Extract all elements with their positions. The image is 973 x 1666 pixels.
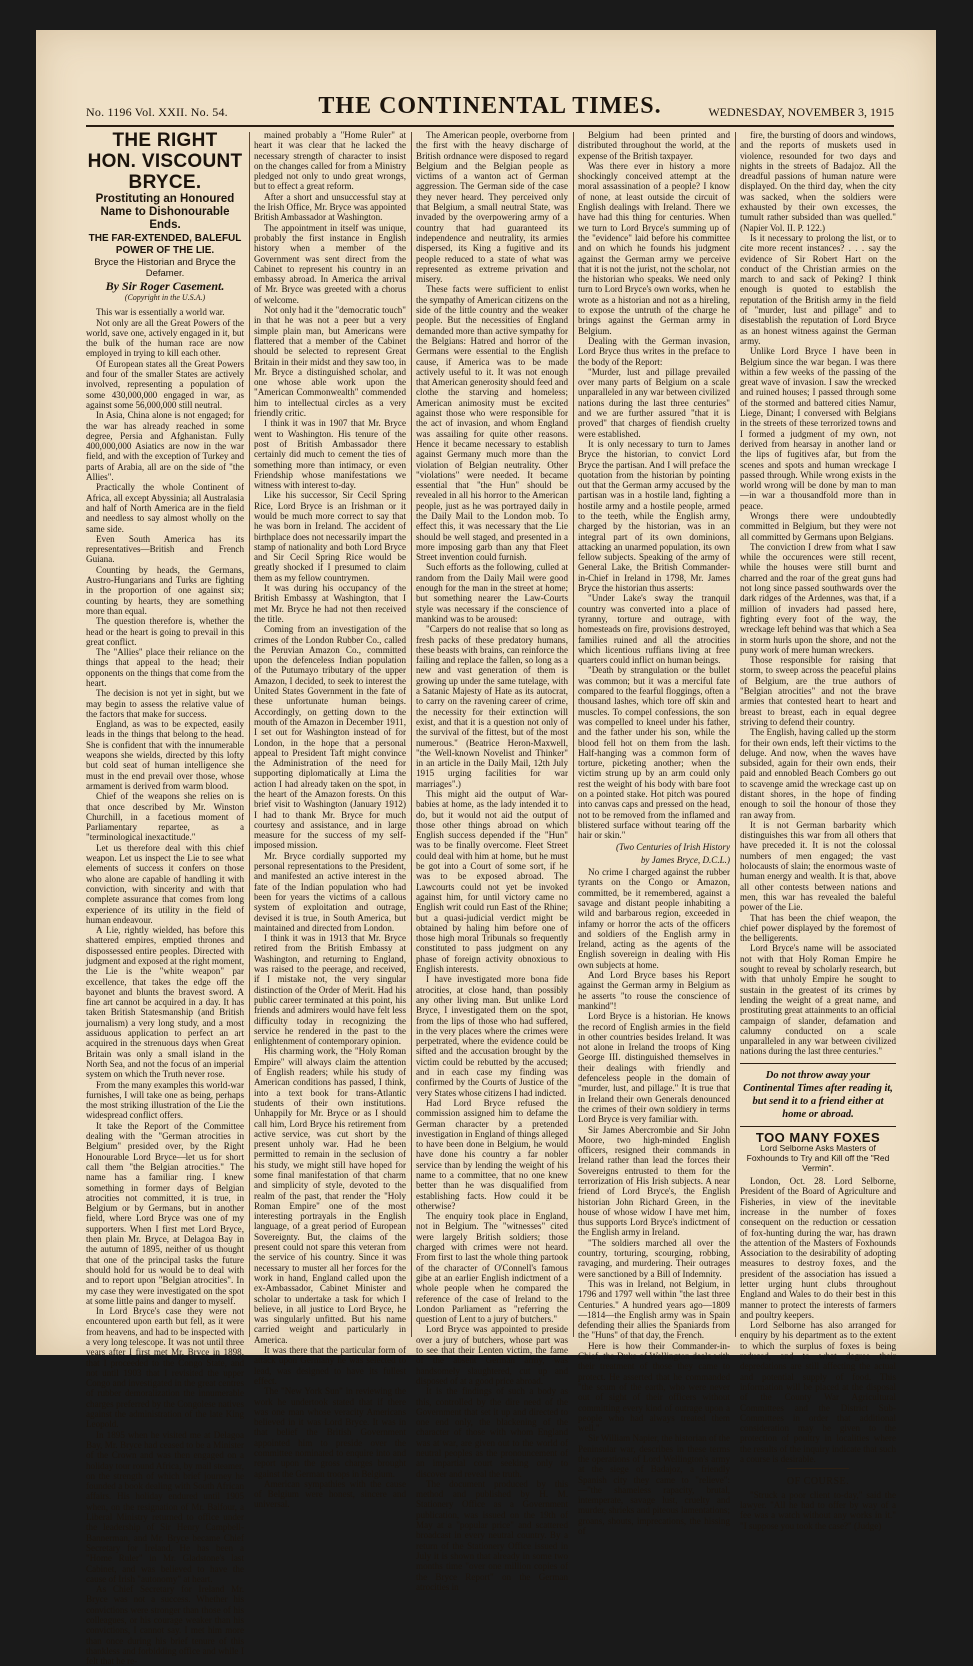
foxes-headline: TOO MANY FOXES: [755, 1129, 881, 1145]
paragraph: Here is how their Commander-in-Chief, the Duke of Wellington deals with their treatment of those they came to protect. He asserted that he commanded "the scum of the earth, who were never out of sight of their officers without committing every kind of outrage upon a people who had always treated them well.": [578, 1340, 730, 1434]
paragraph: It was there that the particular form of attack upon Germany he was selected to lead, was designed to have its fullest effect.: [254, 1345, 406, 1386]
copyright-note: (Copyright in the U.S.A.): [124, 293, 206, 302]
paragraph: England, as was to be expected, easily leads in the things that belong to the head. She is confident that with the innumerable weapons she wields, directed by this lofty but cold seat of human intelligence she must in the end prevail over those, whose armament is derived from warm blood.: [86, 719, 244, 791]
paragraph: This war is essentially a world war.: [96, 307, 225, 318]
paragraph: I have investigated more bona fide atrocities, at close hand, than possibly any other living man. But unlike Lord Bryce, I investigated them on the spot, from the lips of those who had suffered, in the very places where the crimes were perpetrated, where the evidence could be sifted and the accusation brought by the victim could be rebutted by the accused; and in each case my finding was confirmed by the Courts of Justice of the very States whose citizens I had indicted.: [416, 974, 568, 1098]
paragraph: Those responsible for raising that storm, to sweep across the peaceful plains of Belgium, are the true authors of "Belgian atrocities" and not the brave armies that contested heart to heart and breast to breast, each in equal degree striving to defend their country.: [740, 655, 896, 727]
paragraph: The "New York Sun" in reviewing the work he undertook stated that if there was one man whose veracity Americans believed in it was Lord Bryce. It was in that belief the British Government appointed him to preside over the committee nominated to enquire into and report upon the gross charges brought against the German troops in Belgium.: [254, 1386, 406, 1479]
course-text: "Struck a poor client to-day," said the lawyer. "All he had to offer by way of a fee was a watch without any works in it." "I suppose you took the case?" (Judge): [740, 1489, 896, 1531]
paragraph: No crime I charged against the rubber tyrants on the Congo or Amazon, committed, be it remembered, against a savage and distant people inhabiting a wild and barbarous region, exceeded in infamy or horror the acts of the officers and soldiers of the English army in Ireland, acting as the agents of the English sovereign in dealing with His own subjects at home.: [578, 867, 730, 970]
paragraph: Not only had it the "democratic touch" in that he was not a peer but a very simple plain man, but Americans were flattered that a member of the Cabinet should be selected to represent Great Britain in their midst and they saw too, in Mr. Bryce a distinguished scholar, and one whose able work upon the "American Commonwealth" commended him to intellectual circles as a very friendly critic.: [254, 305, 406, 419]
citation: (Two Centuries of Irish History: [615, 842, 730, 853]
newspaper-title: THE CONTINENTAL TIMES.: [318, 93, 662, 119]
paragraph: The document produced by this method and published by H. M. Stationery Office as a Government publication, was issued on the 19th of May at a "popular price" and scattered broadcast in every neutral country. By a return of the Stationery Office issued in July it is shown that already in some two months time "over one million copies of the Bryce Report" on the German atrocities in: [416, 1478, 568, 1592]
paragraph: Lord Selborne has also arranged for enquiry by his department as to the extent to which the surplus of foxes is being reduced, and to what degree their depredations are still affecting the actual and potential supply of food. This information will be placed at the disposal of the County War Agricultural Committees and the District Sub-Committees in order that additional consideration may be given to the protection of poultry in localities where the results of the inquiry indicate that such a course is desirable.: [740, 1320, 896, 1465]
masthead: [86, 95, 894, 127]
paragraph: Not only are all the Great Powers of the world, save one, actively engaged in it, but the bulk of the human race are now employed in trying to kill each other.: [86, 317, 244, 359]
paragraph: Lord Bryce is a historian. He knows the record of English armies in the field in other countries besides Ireland. It was not alone in Ireland the troops of King George III. distinguished themselves in their dealings with friendly and defenceless people in the domain of "murder, lust, and pillage." It is true that in Ireland their own Generals denounced the crimes of their own soldiery in terms Lord Bryce is very familiar with.: [578, 1011, 730, 1125]
paragraph: After a short and unsuccessful stay at the Irish Office, Mr. Bryce was appointed British Ambassador at Washington.: [254, 191, 406, 223]
course-headline: OF COURSE.: [786, 1476, 850, 1488]
article-text: [254, 130, 406, 1510]
paragraph: From the many examples this world-war furnishes, I will take one as being, perhaps the most striking illustration of the Lie the widespread conflict offers.: [86, 1079, 244, 1121]
paragraph: The enquiry took place in England, not in Belgium. The "witnesses" cited were largely British soldiers; those charged with crimes were not heard. From first to last the whole thing partook of the character of O'Connell's famous gibe at an earlier English indictment of a whole people when he compared the reference of the case of Ireland to the London Parliament as "referring the question of Lent to a jury of butchers.": [416, 1211, 568, 1325]
paragraph: "The soldiers marched all over the country, torturing, scourging, robbing, ravaging, and murdering. Their outrages were sanctioned by a Bill of Indemnity.: [578, 1237, 730, 1279]
paragraph: The conviction I drew from what I saw while the occurences were still recent, while the houses were still burnt and charred and the roar of the great guns had not long since passed southwards over the dark ridges of the Ardennes, was that, if a million of invaders had passed here, fighting every foot of the way, the wreckage left behind was that which a Sea in storm hurls upon the shore, and not the puny work of mere human wreckers.: [740, 541, 896, 655]
paragraph: "Murder, lust and pillage prevailed over many parts of Belgium on a scale unparalleled in any war between civilized nations during the last three centuries" and we are further assured "that it is proved" that charges of fiendish cruelty were established.: [578, 366, 730, 439]
paragraph: Lord Bryce's name will be associated not with that Holy Roman Empire he sought to reveal by scholarly research, but with that unholy Empire he sought to sustain in the greatest of its crimes by lending the weight of a great name, and prostituting great attainments to an official campaign of slander, defamation and calumny conducted on a scale unparalleled in any war between civilized nations during the last three centuries.": [740, 943, 896, 1057]
paragraph: "Carpers do not realise that so long as fresh packs of these predatory humans, these beasts with brains, can reinforce the failing and replace the fallen, so long as a new and vast generation of them is growing up under the same tutelage, with a Satanic Majesty of Hate as its autocrat, to carry on the ravening career of crime, the necessity for their extinction will exist, and that it is a question not only of the survival of the fittest, but of the most numerous." (Beatrice Heron-Maxwell, "the Well-known Novelist and Thinker" in an article in the Daily Mail, 12th July 1915 urging facilities for war marriages".): [416, 624, 568, 789]
column-rule: [735, 132, 736, 1337]
paragraph: Wrongs there were undoubtedly committed in Belgium, but they were not all committed by Germans upon Belgians.: [740, 510, 896, 542]
paragraph: And Lord Bryce bases his Report against the German army in Belgium as he asserts "to rouse the conscience of mankind"!: [578, 970, 730, 1011]
paragraph: fire, the bursting of doors and windows, and the reports of muskets used in violence, resounded for two days and nights in the streets of Badajoz. All the dreadful passions of human nature were displayed. On the third day, when the city was sacked, when the soldiers were exhausted by their own excesses, the tumult rather subsided than was quelled." (Napier Vol. II. P. 122.): [740, 130, 896, 233]
citation: by James Bryce, D.C.L.): [640, 854, 730, 865]
paragraph: The decision is not yet in sight, but we may begin to assess the relative value of the factors that make for success.: [86, 688, 244, 719]
column-1: [86, 130, 244, 1666]
paragraph: In Lord Bryce's case they were not encountered upon earth but fell, as it were from heavens, and had to be inspected with a very long telescope. It was not until three years after I first met Mr. Bryce in 1898, that I proceeded to the Congo State, and not until 1903 that I revisited the upper Congo and investigated in the great centres of rubber demoralization the innumerable charges preferred by the Congolese natives against the administration of the late King Leopold.: [86, 1306, 244, 1430]
paragraph: Of European states all the Great Powers and four of the smaller States are actively involved, representing a population of some 430,000,000 engaged in war, as against some 56,000,000 still neutral.: [86, 358, 244, 410]
paragraph: This might aid the output of War-babies at home, as the lady intended it to do, but it would not aid the output of those other things abroad on which English success depended if the "Hun" was to be finally overcome. Fleet Street could deal with him at home, but he must be got into a Court of some sort, if he was to be exposed abroad. The Lawcourts could not yet be invoked against him, for until victory came no English writ could run East of the Rhine; but a quasi-judicial verdict might be obtained by haling him before one of those high moral Tribunals so frequently constituted to pass judgment on any phase of foreign activity obnoxious to English interests.: [416, 789, 568, 975]
paragraph: Practically the whole Continent of Africa, all except Abyssinia; all Australasia and half of North America are in the field and needless to say almost wholly on the same side.: [86, 482, 244, 534]
column-4: [578, 130, 730, 1537]
subheadline: Prostituting an Honoured Name to Dishonourable Ends.: [95, 193, 235, 231]
column-3: [416, 130, 568, 1592]
main-headline: THE RIGHT HON. VISCOUNT BRYCE.: [87, 130, 243, 193]
paragraph: It take the Report of the Committee dealing with the "German atrocities in Belgium" presided over, by the Right Honourable Lord Bryce—let us for short call them "the Belgian atrocities." The name has a familiar ring. I knew something in former days of Belgian atrocities not committed, it is true, in Belgium or by Germans, but in another field, where Lord Bryce was one of my supporters. When I first met Lord Bryce, then plain Mr. Bryce, at Delagoa Bay in the autumn of 1895, neither of us thought that one of the principal tasks the future should hold for us would be to deal with and to report upon "Belgian atrocities". In my case they were investigated on the spot at some little pains and danger to myself.: [86, 1120, 244, 1306]
paragraph: It is the findings of such a body as this, controlled by the dire need of the Government that set it up and directed to one end only, the blackening of the character of those with whom England was at war, are given out to the world of neutral peoples as the pronouncement of an impartial court seeking only to discover and reveal the truth.: [416, 1386, 568, 1479]
paragraph: Such efforts as the following, culled at random from the Daily Mail were good enough for the man in the street at home; but something nearer the Law-Courts style was necessary if the conscience of mankind was to be aroused:: [416, 562, 568, 624]
article-text: [86, 307, 244, 1666]
headline-block: [86, 130, 244, 303]
paragraph: Dealing with the German invasion, Lord Bryce thus writes in the preface to the body of the Report:: [578, 335, 730, 367]
paragraph: As Chief Secretary for Ireland Mr. Bryce was not a success. Whether his convictions were stronger than those of his colleagues, or his courage weaker than his convictions, I cannot say. I met him more than once during his brief tenure of this thankless and forbidding office and while I felt that he re-: [86, 1584, 244, 1666]
paragraph: This was in Ireland, not Belgium, in 1796 and 1797 well within "the last three Centuries." A hundred years ago—1809—1814—the English army was in Spain defending their allies the Spaniards from the "Huns" of that day, the French.: [578, 1278, 730, 1341]
paragraph: Sir William Napier, the historian of the Peninsular war, describes in these terms the operations of Lord Wellington's army at the siege of Badajoz, a friendly Spanish city they came to "relieve":—"the shameless rapacity, brutal, intemperate, savage lust, cruelty and murder, shrieks and piteous lamentations; groans, shouts, imprecations, the hissing of: [578, 1433, 730, 1537]
paragraph: Coming from an investigation of the crimes of the London Rubber Co., called the Peruvian Amazon Co., committed upon the defenceless Indian population of the Putumayo tributary of the upper Amazon, I decided, to seek to interest the United States Government in the fate of these unfortunate human beings. Accordingly, on getting down to the mouth of the Amazon in December 1911, I set out for Washington instead of for London, in the hope that a personal appeal to President Taft might convince the Administration of the need for supporting diplomatically at Lima the action I had already taken on the spot, in the heart of the Amazon forests. On this brief visit to Washington (January 1912) I had to thank Mr. Bryce for much courtesy and assistance, and in large measure for the success of my self-imposed mission.: [254, 624, 406, 851]
paragraph: A Lie, rightly wielded, has before this shattered empires, emptied thrones and dispossessed entire peoples. Directed with judgment and exposed at the right moment, the Lie is the "white weapon" par excellence, that takes the edge off the bayonet and blunts the bravest sword. A fine art cannot be acquired in a day. It has taken British Statesmanship (and British journalism) a very long study, and a most assiduous application to perfect an art acquired in the strenuous days when Great Britain was only a small island in the North Sea, and not the focus of an imperial system on which the Truth never rose.: [86, 925, 244, 1080]
reader-notice: Do not throw away your Continental Times after reading it, but send it to a friend either at home or abroad.: [740, 1063, 896, 1127]
paragraph: Had Lord Bryce refused the commission assigned him to defame the German character by a pretended investigation in England of things alleged to have been done in Belgium, he would have done his country a far nobler service than by lending the weight of his name to a committee, that no one knew better than he was disqualified from establishing facts. How could it be otherwise?: [416, 1097, 568, 1211]
paragraph: Is it necessary to prolong the list, or to cite more recent instances? . . . say the evidence of Sir Robert Hart on the conduct of the Christian armies on the march to and sack of Peking? I think enough is quoted to establish the reputation of the British army in the field of "murder, lust and pillage" and to disestablish the reputation of Lord Bryce as an honest witness against the German army.: [740, 232, 896, 346]
paragraph: "Under Lake's sway the tranquil country was converted into a place of tyranny, torture and outrage, with homesteads on fire, provisions destroyed, families ruined and all the atrocities which licentious ruffians living at free quarters could inflict on human beings.: [578, 593, 730, 666]
subheadline: THE FAR-EXTENDED, BALEFUL POWER OF THE LIE.: [88, 233, 242, 256]
paragraph: In 1895 when he visited me at Delagoa Bay, Mr. Bryce had ceased to be a Minister of the Crown and was then engaged on a holiday tour round Africa, by mail steamer, on the strength of which brief journey he founded a book dealing with South African affairs. His holiday endured until 1905 when, on the resignation of Mr. Balfour, a Liberal Ministry returned to office under the leadership of Sir Henry Campbell-Bannerman, and Mr. Bryce became Chief Secretary for Ireland. He has been a "Home Ruler" in Mr. Gladstone's last Cabinet, and was believed to have the cause of Irish "autonomy" at heart.: [86, 1429, 244, 1584]
paragraph: Like his successor, Sir Cecil Spring Rice, Lord Bryce is an Irishman or it would be much more correct to say that he was born in Ireland. The accident of birthplace does not necessarily impart the stamp of nationality and both Lord Bryce and Sir Cecil Spring Rice would be greatly shocked if I presumed to claim them as my fellow countrymen.: [254, 490, 406, 583]
newspaper-page: [36, 30, 936, 1666]
issue-info: No. 1196 Vol. XXII. No. 54.: [86, 105, 228, 119]
paragraph: It is only necessary to turn to James Bryce the historian, to convict Lord Bryce the partisan. And I will preface the quotation from the historian by pointing out that the German army accused by the partisan was in a hostile land, fighting a hostile army and a hostile people, armed to the teeth, while the English army, charged by the historian, was in an integral part of its own dominions, attacking an unarmed population, its own fellow subjects. Speaking of the army of General Lake, the British Commander-in-Chief in Ireland in 1798, Mr. James Bryce the historian thus asserts:: [578, 438, 730, 594]
paragraph: Was there ever in history a more shockingly conceived attempt at the moral assassination of a people? I know of none, at least outside the circuit of English dealings with Ireland. There we have had this thing for centuries. When we turn to Lord Bryce's summing up of the "evidence" laid before his committee and on which he founds his judgment against the German army we perceive that it is not the jurist, not the scholar, not the historian who speaks. We need only turn to Lord Bryce's own works, when he wrote as a historian and not as a hireling, to expose the untruth of the charge he brings against the German army in Belgium.: [578, 160, 730, 336]
column-5: [740, 130, 896, 1531]
paragraph: The English, having called up the storm for their own ends, left their victims to the deluge. And now, when the waves have subsided, again for their own ends, their paid and ennobled Beach Combers go out to scavenge amid the wreckage cast up on distant shores, in the hope of finding enough to soil the honour of those they ran away from.: [740, 727, 896, 820]
paragraph: Sir James Abercrombie and Sir John Moore, two high-minded English officers, resigned their commands in Ireland rather than lead the forces their Sovereigns entrusted to them for the terrorization of His Irish subjects. A near friend of Lord Bryce's, the English historian John Richard Green, in the house of whose widow I have met him, thus supports Lord Bryce's indictment of the English army in Ireland.: [578, 1124, 730, 1238]
foxes-article-text: [740, 1176, 896, 1464]
article-text: [578, 130, 730, 840]
paragraph: Chief of the weapons she relies on is that once described by Mr. Winston Churchill, in a facetious moment of Parliamentary repartee, as a "terminological inexactitude.": [86, 791, 244, 843]
byline: By Sir Roger Casement.: [105, 279, 225, 293]
article-text: [740, 130, 896, 1057]
paragraph: Let us therefore deal with this chief weapon. Let us inspect the Lie to see what elements of success it confers on those who alone are capable of handling it with conviction, with sincerity and with that complete assurance that comes from long experience of its utility in the field of human endeavour.: [86, 842, 244, 925]
paragraph: I think it was in 1913 that Mr. Bryce retired from the British Embassy at Washington, and returning to England, was raised to the peerage, and received, if I mistake not, the very singular distinction of the Order of Merit. Had his public career terminated at this point, his friends and admirers would have felt less difficulty today in recognizing the service he rendered in the past to the enlightenment of contemporary opinion.: [254, 933, 406, 1047]
paragraph: It is not German barbarity which distinguishes this war from all others that have preceded it. It is not the colossal numbers of men engaged; the vast holocausts of slain; the enormous waste of human energy and wealth. It is that, above all other contests between nations and men, this war has revealed the baleful power of the Lie.: [740, 819, 896, 913]
paragraph: Counting by heads, the Germans, Austro-Hungarians and Turks are fighting in the proportion of one against six; counting by hearts, they are something more than equal.: [86, 564, 244, 616]
paragraph: These facts were sufficient to enlist the sympathy of American citizens on the side of the little country and the weaker people. But the necessities of England demanded more than active sympathy for the Belgians: Hatred and horror of the Germans were essential to the English cause, if America was to be made actively useful to it. It was not enough that American generosity should feed and clothe the starving and homeless; American animosity must be excited against those who were responsible for the act of invasion, and whom England was assailing for quite other reasons. Hence it became necessary to establish against Germany much more than the violation of Belgian neutrality. Other "violations" were needed. It became essential that "the Hun" should be revealed in all his horror to the American people, just as he was portrayed daily in the Daily Mail to the London mob. To effect this, it was necessary that the Lie should be well staged, and presented in a more imposing garb than any that Fleet Street invention could furnish.: [416, 284, 568, 563]
paragraph: That has been the chief weapon, the chief power displayed by the foremost of the belligerents.: [740, 912, 896, 944]
column-rule: [249, 132, 250, 1337]
paragraph: It was during his occupancy of the British Embassy at Washington, that I met Mr. Bryce he had not then received the title.: [254, 583, 406, 624]
column-rule: [411, 132, 412, 1337]
paragraph: His charming work, the "Holy Roman Empire" will always claim the attention of English readers; while his study of American conditions has passed, I think, into a text book for trans-Atlantic students of their own institutions. Unhappily for Mr. Bryce or as I should call him, Lord Bryce his retirement from active service, was cut short by the present unholy war. Had he been permitted to remain in the seclusion of his study, we might still have hoped for some final manifestation of that charm and simplicity of style, devoted to the realm of the past, that render the "Holy Roman Empire" one of the most interesting portrayals in the English language, of a great period of European Sovereignty. But, the claims of the present could not spare this veteran from the service of his country. Since it was necessary to muster all her forces for the work in hand, England called upon the ex-Ambassador, Cabinet Minister and scholar to undertake a task for which I believe, in all justice to Lord Bryce, he was singularly unfitted. But his name carried weight and particularly in America.: [254, 1046, 406, 1345]
paragraph: mained probably a "Home Ruler" at heart it was clear that he lacked the necessary strength of character to insist on the changes called for from a Ministry pledged not only to undo great wrongs, but to effect a great reform.: [254, 130, 406, 192]
article-text: [416, 130, 568, 1592]
paragraph: London, Oct. 28. Lord Selborne, President of the Board of Agriculture and Fisheries, in view of the inevitable increase in the number of foxes consequent on the reduction or cessation of fox-hunting during the war, has drawn the attention of the Masters of Foxhounds Association to the desirability of adopting measures to destroy foxes, and the president of the association has issued a letter urging hunt clubs throughout England and Wales to do their best in this manner to protect the interests of farmers and poultry keepers.: [740, 1176, 896, 1320]
paragraph: I think it was in 1907 that Mr. Bryce went to Washington. His tenure of the post of British Ambassador there certainly did much to cement the ties of something more than intimacy, or even Friendship whose manifestations we witness with interest to-day.: [254, 418, 406, 491]
paragraph: Unlike Lord Bryce I have been in Belgium since the war began. I was there within a few weeks of the passing of the great wave of invasion. I saw the wrecked and ruined houses; I passed through some of the stormed and battered cities Namur, Liege, Dinant; I conversed with Belgians in the streets of these terrorized towns and I formed a judgment of my own, not derived from hearsay in another land or the lips of fugitives afar, but from the scenes and spots and human wreckage I passed through. While wrong exists in the world wrong will be done by man to man—in war a thousandfold more than in peace.: [740, 346, 896, 511]
paragraph: The American people, overborne from the first with the heavy discharge of British ordnance were disposed to regard Belgium and the Belgian people as victims of a wanton act of German aggression. The German side of the case they never heard. They perceived only that Belgium, a small neutral State, was invaded by the overpowering army of a country that had guaranteed its independence and neutrality, its armies dispersed, its King a fugitive and its people reduced to a state of what was represented as extreme privation and misery.: [416, 130, 568, 285]
paragraph: The "Allies" place their reliance on the things that appeal to the head; their opponents on the things that come from the heart.: [86, 647, 244, 688]
paragraph: Lord Bryce was appointed to preside over a jury of butchers, whose part was to see that their Lenten victim, the fame of the absent German army, was handsomely slaughtered, cut up and disposed of at a good price abroad.: [416, 1324, 568, 1386]
paragraph: "Death by strangulation or the bullet was common; but it was a merciful fate compared to the fearful floggings, often a thousand lashes, which tore off skin and muscles. To compel confessions, the son was compelled to kneel under his father, and the father under his son, while the blood fell hot on them from the lash. Half-hanging was a common form of torture, picketing another; when the victim strung up by an arm could only rest the weight of his body with bare foot on a pointed stake. Hot pitch was poured into canvas caps and pressed on the head, not to be removed from the inflamed and blistered surface without tearing off the hair or skin.": [578, 665, 730, 841]
paragraph: American sympathies with the cause of Belgium were honest, sincere and universal.: [254, 1478, 406, 1510]
paragraph: Mr. Bryce cordially supported my personal representations to the President, and manifested an active interest in the fate of the Indian population who had been for years the victims of a callous system of exploitation and outrage, devised it is true, in South America, but maintained and directed from London.: [254, 850, 406, 933]
paragraph: Even South America has its representatives—British and French Guiana.: [86, 533, 244, 565]
issue-date: WEDNESDAY, NOVEMBER 3, 1915: [708, 105, 894, 119]
paragraph: Belgium had been printed and distributed throughout the world, at the expense of the British taxpayer.: [578, 130, 730, 161]
subheadline: Bryce the Historian and Bryce the Defamer.: [94, 257, 236, 279]
paragraph: The appointment in itself was unique, probably the first instance in English history when a member of the Government was sent direct from the Cabinet to represent his country in an embassy abroad. In America the arrival of Mr. Bryce was greeted with a chorus of welcome.: [254, 222, 406, 305]
divider: [787, 1468, 849, 1469]
foxes-subheadline: Lord Selborne Asks Masters of Foxhounds to Try and Kill off the "Red Vermin".: [746, 1143, 890, 1174]
paragraph: In Asia, China alone is not engaged; for the war has already reached in some degree, Persia and Afghanistan. Fully 400,000,000 Asiatics are now in the war field, and with the exception of Turkey and parts of Arabia, all are on the side of "the Allies".: [86, 410, 244, 483]
paragraph: The question therefore is, whether the head or the heart is going to prevail in this great conflict.: [86, 616, 244, 647]
column-2: [254, 130, 406, 1510]
article-text: [578, 867, 730, 1536]
column-rule: [573, 132, 574, 1337]
